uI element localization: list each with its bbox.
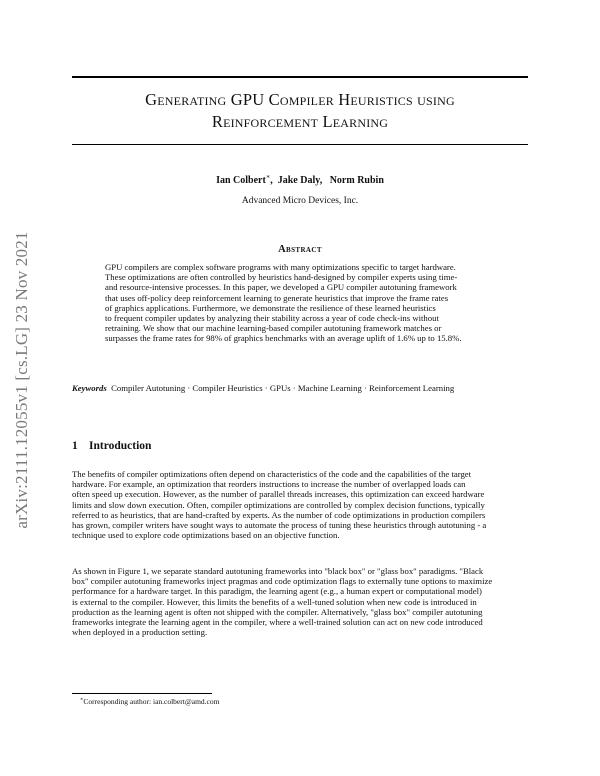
abstract-line: retraining. We show that our machine learning-based compiler autotuning framework matches or (105, 323, 442, 334)
arxiv-id: arXiv:2111.12055v1 [cs.LG] 23 Nov 2021 (12, 231, 31, 529)
paragraph-line: The benefits of compiler optimizations often depend on characteristics of the code and the capabilities of the target (72, 469, 472, 479)
abstract-line: These optimizations are often controlled by heuristics hand-designed by compiler experts using time- (105, 272, 458, 283)
section-number: 1 (72, 440, 78, 452)
title-line-1: Generating GPU Compiler Heuristics using (145, 90, 455, 109)
paragraph-line: As shown in Figure 1, we separate standard autotuning frameworks into "black box" or "glass box" paradigms. "Black (72, 566, 484, 576)
abstract-body (105, 262, 495, 344)
paragraph-2 (72, 566, 534, 637)
keywords-label: Keywords (72, 383, 107, 393)
paragraph-line: box" compiler autotuning frameworks inject pragmas and code optimization flags to externally tune options to maximize (72, 576, 493, 587)
abstract-line: to frequent compiler updates by analyzing their stability across a year of code check-ins without (105, 313, 439, 324)
section-title: Introduction (89, 440, 152, 452)
paragraph-line: limits and slow down execution. Often, compiler optimizations are controlled by complex decision functions, typically (72, 499, 485, 510)
abstract-line: surpasses the frame rates for 98% of graphics benchmarks with an average uplift of 1.6% up to 15.8%. (105, 333, 462, 344)
section-heading (72, 440, 151, 452)
author-list: Ian Colbert∗, Jake Daly, Norm Rubin (216, 173, 384, 186)
keywords (72, 383, 528, 393)
paragraph-1 (72, 469, 534, 540)
paragraph-line: performance for a hardware target. In this paradigm, the learning agent (e.g., a human expert or computational model) (72, 586, 482, 597)
paragraph-line: is external to the compiler. However, this limits the benefits of a well-tuned solution when new code is introduced in (72, 596, 477, 607)
paragraph-line: technique used to explore code optimizations based on an objective function. (72, 530, 340, 541)
footnote-rule (72, 693, 212, 694)
title-line-2: Reinforcement Learning (211, 112, 389, 131)
abstract-line: of graphics applications. Furthermore, we demonstrate the resilience of these learned heuristics (105, 302, 436, 313)
abstract-line: GPU compilers are complex software programs with many optimizations specific to target hardware. (105, 262, 456, 272)
abstract-line: and resource-intensive processes. In this paper, we developed a GPU compiler autotuning framework (105, 282, 457, 293)
paper-title (72, 89, 528, 133)
author-name: Norm Rubin (329, 175, 384, 186)
title-top-rule (72, 76, 528, 78)
footnote (80, 697, 219, 706)
paragraph-line: referred to as heuristics, that are hand-crafted by experts. As the number of code optimizations in production compilers (72, 509, 486, 520)
footnote-text: Corresponding author: ian.colbert@amd.com (83, 697, 220, 706)
abstract-heading: Abstract (278, 244, 322, 255)
author-name: Ian Colbert (216, 175, 266, 186)
author-footnote-mark: ∗ (265, 173, 271, 181)
paragraph-line: when deployed in a production setting. (72, 627, 208, 638)
paragraph-line: often speed up execution. However, as the number of parallel threads increases, this optimization can exceed hardware (72, 489, 485, 500)
keywords-text: Compiler Autotuning · Compiler Heuristics · GPUs · Machine Learning · Reinforcement Learning (111, 383, 455, 393)
paragraph-line: frameworks integrate the learning agent in the compiler, where a well-trained solution can act on new code introduced (72, 617, 483, 628)
title-bottom-rule (72, 144, 528, 145)
affiliation: Advanced Micro Devices, Inc. (241, 196, 359, 206)
paragraph-line: hardware. For example, an optimization that reorders instructions to increase the number of overlapped loads can (72, 479, 466, 490)
abstract-line: that uses off-policy deep reinforcement learning to generate heuristics that improve the frame rates (105, 292, 449, 303)
arxiv-side-stamp (6, 205, 38, 555)
paragraph-line: production as the learning agent is often not shipped with the compiler. Alternatively, "glass box" compiler autotuning (72, 606, 483, 617)
author-name: Jake Daly (277, 175, 320, 186)
paragraph-line: has grown, compiler writers have sought ways to automate the process of tuning these heuristics through autotuning - a (72, 520, 487, 531)
footnote-mark: ∗ (80, 697, 84, 703)
